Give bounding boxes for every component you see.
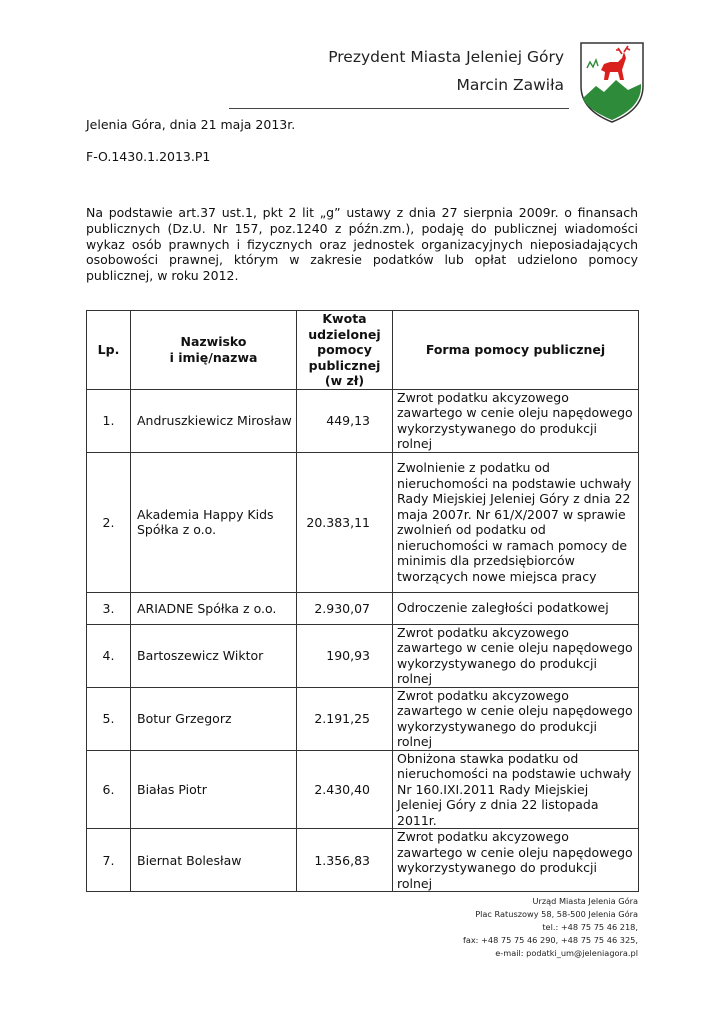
cell-amount: 449,13 [297,389,393,452]
cell-form: Zwrot podatku akcyzowego zawartego w cenie oleju napędowego wykorzystywanego do produkcji rolnej [393,687,639,750]
cell-form: Odroczenie zaległości podatkowej [393,592,639,624]
cell-amount: 190,93 [297,624,393,687]
table-header-row [87,311,639,390]
cell-lp: 5. [87,687,131,750]
cell-name: Bartoszewicz Wiktor [131,624,297,687]
intro-paragraph: Na podstawie art.37 ust.1, pkt 2 lit „g” ustawy z dnia 27 sierpnia 2009r. o finansach publicznych (Dz.U. Nr 157, poz.1240 z późn.zm.), podaję do publicznej wiadomości wykaz osób prawnych i fizycznych oraz jednostek organizacyjnych nieposiadających osobowości prawnej, którym w zakresie podatków lub opłat udzielono pomocy publicznej, w roku 2012. [86,205,638,284]
cell-form: Zwrot podatku akcyzowego zawartego w cenie oleju napędowego wykorzystywanego do produkcji rolnej [393,829,639,892]
cell-name: Botur Grzegorz [131,687,297,750]
cell-lp: 3. [87,592,131,624]
header-rule [229,108,569,109]
header-lp: Lp. [87,311,131,390]
cell-name: Andruszkiewicz Mirosław [131,389,297,452]
cell-amount: 1.356,83 [297,829,393,892]
header-name: Nazwisko i imię/nazwa [131,311,297,390]
cell-lp: 6. [87,750,131,829]
header-person: Marcin Zawiła [456,76,564,94]
cell-name: ARIADNE Spółka z o.o. [131,592,297,624]
cell-form: Zwrot podatku akcyzowego zawartego w cenie oleju napędowego wykorzystywanego do produkcji rolnej [393,389,639,452]
table-row [87,687,639,750]
table-row [87,829,639,892]
footer-tel: tel.: +48 75 75 46 218, [542,922,638,932]
footer-fax: fax: +48 75 75 46 290, +48 75 75 46 325, [462,935,638,945]
footer-office: Urząd Miasta Jelenia Góra [532,896,638,906]
date-line: Jelenia Góra, dnia 21 maja 2013r. [86,117,296,132]
table-row [87,624,639,687]
cell-name: Białas Piotr [131,750,297,829]
cell-amount: 2.191,25 [297,687,393,750]
cell-name: Akademia Happy Kids Spółka z o.o. [131,452,297,592]
cell-amount: 2.930,07 [297,592,393,624]
reference-number: F-O.1430.1.2013.P1 [86,149,211,164]
table-row [87,389,639,452]
header-form: Forma pomocy publicznej [393,311,639,390]
city-crest-icon [578,40,646,124]
footer-contact [463,895,638,960]
header-title: Prezydent Miasta Jeleniej Góry [328,48,564,66]
cell-lp: 2. [87,452,131,592]
table-row [87,750,639,829]
cell-name: Biernat Bolesław [131,829,297,892]
cell-lp: 1. [87,389,131,452]
cell-form: Obniżona stawka podatku od nieruchomości na podstawie uchwały Nr 160.IXI.2011 Rady Miejskiej Jeleniej Góry z dnia 22 listopada 2011r. [393,750,639,829]
footer-email: e-mail: podatki_um@jeleniagora.pl [495,948,638,958]
header-amount: Kwota udzielonej pomocy publicznej (w zł) [297,311,393,390]
cell-amount: 20.383,11 [297,452,393,592]
footer-address: Plac Ratuszowy 58, 58-500 Jelenia Góra [475,909,638,919]
table-row [87,452,639,592]
cell-lp: 7. [87,829,131,892]
table-row [87,592,639,624]
cell-lp: 4. [87,624,131,687]
public-aid-table [86,310,639,892]
cell-form: Zwolnienie z podatku od nieruchomości na podstawie uchwały Rady Miejskiej Jeleniej Góry z dnia 22 maja 2007r. Nr 61/X/2007 w sprawie zwolnień od podatku od nieruchomości w ramach pomocy de minimis dla przedsiębiorców tworzących nowe miejsca pracy [393,452,639,592]
cell-form: Zwrot podatku akcyzowego zawartego w cenie oleju napędowego wykorzystywanego do produkcji rolnej [393,624,639,687]
cell-amount: 2.430,40 [297,750,393,829]
